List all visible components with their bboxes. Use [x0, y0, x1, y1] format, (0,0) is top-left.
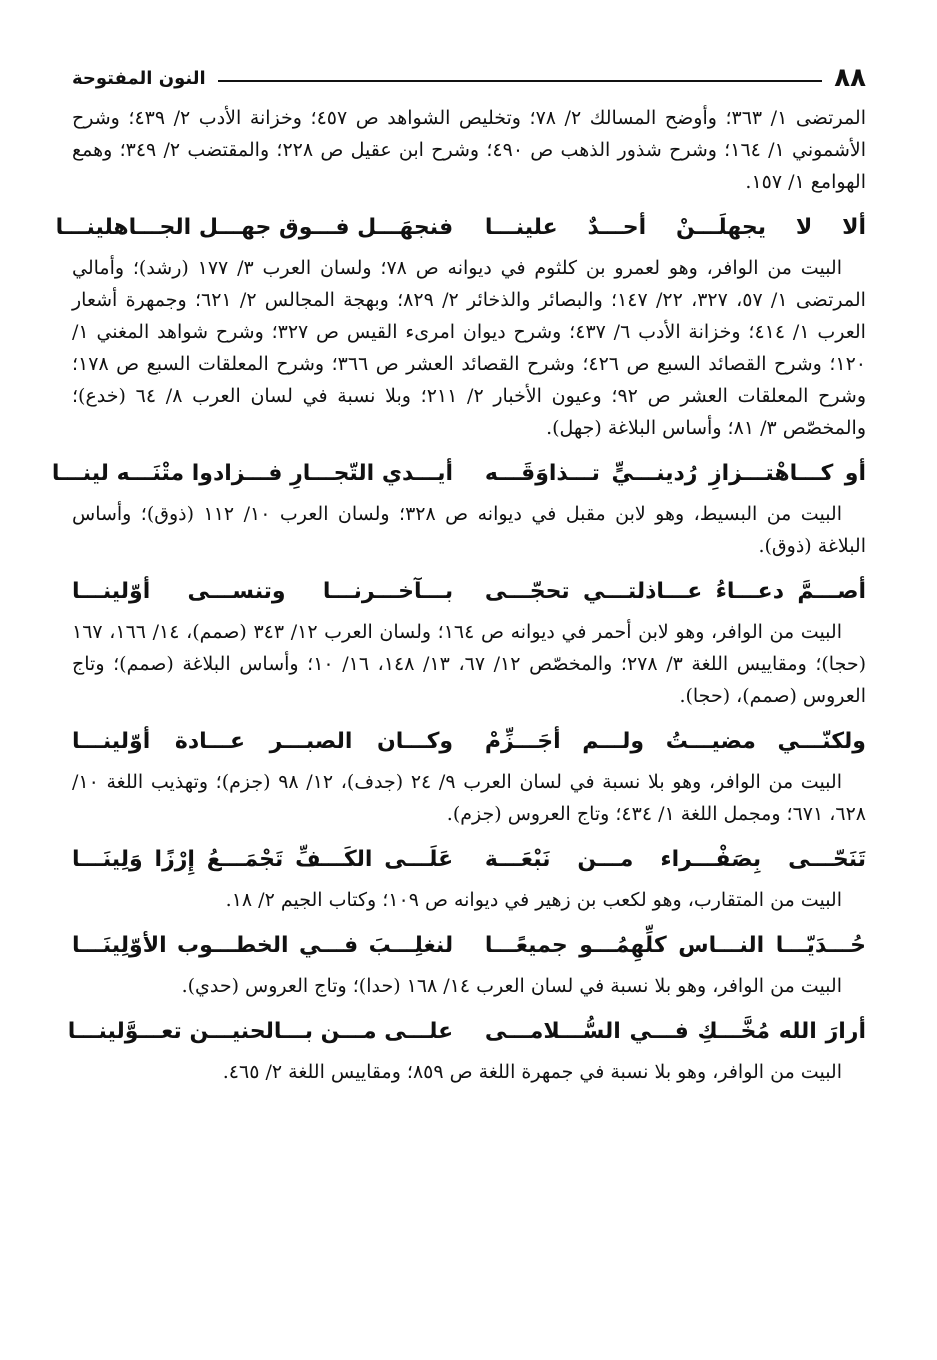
- verse-first-hemistich: ألا لا يجهلَـــنْ أحـــدٌ علينـــا: [484, 214, 866, 240]
- verse-note: البيت من الوافر، وهو بلا نسبة في لسان العرب ٩/ ٢٤ (جدف)، ١٢/ ٩٨ (جزم)؛ وتهذيب اللغة ١٠/ ٦٢٨، ٦٧١؛ ومجمل اللغة ١/ ٤٣٤؛ وتاج العروس (جزم).: [72, 771, 866, 825]
- page-number: ٨٨: [834, 63, 866, 93]
- verse-first-hemistich: تَنَحّـــى بِصَفْـــراء مـــن نَبْعَـــة: [484, 846, 866, 872]
- verse-note: البيت من المتقارب، وهو لكعب بن زهير في ديوانه ص ١٠٩؛ وكتاب الجيم ٢/ ١٨.: [225, 889, 842, 911]
- intro-paragraph: المرتضى ١/ ٣٦٣؛ وأوضح المسالك ٢/ ٧٨؛ وتخليص الشواهد ص ٤٥٧؛ وخزانة الأدب ٢/ ٤٣٩؛ وشرح الأشموني ١/ ١٦٤؛ وشرح شذور الذهب ص ٤٩٠؛ وشرح ابن عقيل ص ٢٢٨؛ والمقتضب ٢/ ٣٤٩؛ وهمع الهوامع ١/ ١٥٧.: [72, 107, 867, 193]
- verse-second-hemistich: بـــآخـــرنـــا وتنســـى أوّلينـــا: [72, 578, 454, 604]
- verse: [72, 568, 866, 614]
- running-title: النون المفتوحة: [72, 67, 206, 89]
- verse: [51, 450, 866, 496]
- verse: [72, 836, 866, 882]
- verse-first-hemistich: ولكنّـــي مضيـــتُ ولـــم أجَـــزِّمْ: [484, 728, 866, 754]
- verse: [72, 922, 866, 968]
- verse-first-hemistich: أصـــمَّ دعـــاءُ عـــاذلتـــي تحجّـــى: [484, 578, 866, 604]
- verse-first-hemistich: أو كـــاهْتـــزازِ رُدينـــيٍّ تـــذاوَقَـــه: [484, 460, 866, 486]
- verse: [55, 204, 866, 250]
- verse-note: البيت من البسيط، وهو لابن مقبل في ديوانه ص ٣٢٨؛ ولسان العرب ١٠/ ١١٢ (ذوق)؛ وأساس البلاغة (ذوق).: [72, 503, 866, 557]
- verse-note: البيت من الوافر، وهو بلا نسبة في جمهرة اللغة ص ٨٥٩؛ ومقاييس اللغة ٢/ ٤٦٥.: [222, 1061, 842, 1083]
- verse-note: البيت من الوافر، وهو بلا نسبة في لسان العرب ١٤/ ١٦٨ (حدا)؛ وتاج العروس (حدي).: [181, 975, 842, 997]
- header-rule: [218, 80, 823, 82]
- book-page: [51, 58, 867, 1094]
- verse-second-hemistich: علـــى مـــن بـــالحنيـــن تعـــوَّلينـــا: [67, 1018, 454, 1044]
- verse-second-hemistich: عَلَـــى الكَـــفِّ تَجْمَـــعُ إِرْزًا وَلِينَـــا: [72, 846, 454, 872]
- verse-second-hemistich: أيـــدي التّجـــارِ فـــزادوا متْنَـــه لينـــا: [51, 460, 454, 486]
- page-header: [72, 58, 866, 98]
- verse-first-hemistich: أرارَ الله مُخَّـــكِ فـــي السُّـــلامـــى: [484, 1018, 866, 1044]
- verse-note: البيت من الوافر، وهو لابن أحمر في ديوانه ص ١٦٤؛ ولسان العرب ١٢/ ٣٤٣ (صمم)، ١٤/ ١٦٦، ١٦٧ (حجا)؛ ومقاييس اللغة ٣/ ٢٧٨؛ والمخصّص ١٢/ ٦٧، ١٣/ ١٤٨، ١٦/ ١٠؛ وأساس البلاغة (صمم)؛ وتاج العروس (صمم)، (حجا).: [72, 621, 867, 707]
- verse-note: البيت من الوافر، وهو لعمرو بن كلثوم في ديوانه ص ٧٨؛ ولسان العرب ٣/ ١٧٧ (رشد)؛ وأمالي المرتضى ١/ ٥٧، ٣٢٧، ٢٢/ ١٤٧؛ والبصائر والذخائر ٢/ ٨٢٩؛ وبهجة المجالس ٢/ ٦٢١؛ وجمهرة أشعار العرب ١/ ٤١٤؛ وخزانة الأدب ٦/ ٤٣٧؛ وشرح ديوان امرىء القيس ص ٣٢٧؛ وشرح شواهد المغني ١/ ١٢٠؛ وشرح القصائد السبع ص ٤٢٦؛ وشرح القصائد العشر ص ٣٦٦؛ وشرح المعلقات السبع ص ١٧٨؛ وشرح المعلقات العشر ص ٩٢؛ وعيون الأخبار ٢/ ٢١١؛ وبلا نسبة في لسان العرب ٨/ ٦٤ (خدع)؛ والمخصّص ٣/ ٨١؛ وأساس البلاغة (جهل).: [72, 257, 866, 439]
- verse-second-hemistich: لنغلِـــبَ فـــي الخطـــوب الأوّلِينَـــا: [72, 932, 454, 958]
- verse-second-hemistich: فنجهَـــل فـــوق جهـــل الجـــاهلينـــا: [55, 214, 454, 240]
- verse: [72, 718, 866, 764]
- verse-second-hemistich: وكـــان الصبـــر عـــادة أوّلينـــا: [72, 728, 454, 754]
- verse: [67, 1008, 866, 1054]
- verse-first-hemistich: حُـــدَيّـــا النـــاس كلِّهِمُـــو جميعًـــا: [484, 932, 866, 958]
